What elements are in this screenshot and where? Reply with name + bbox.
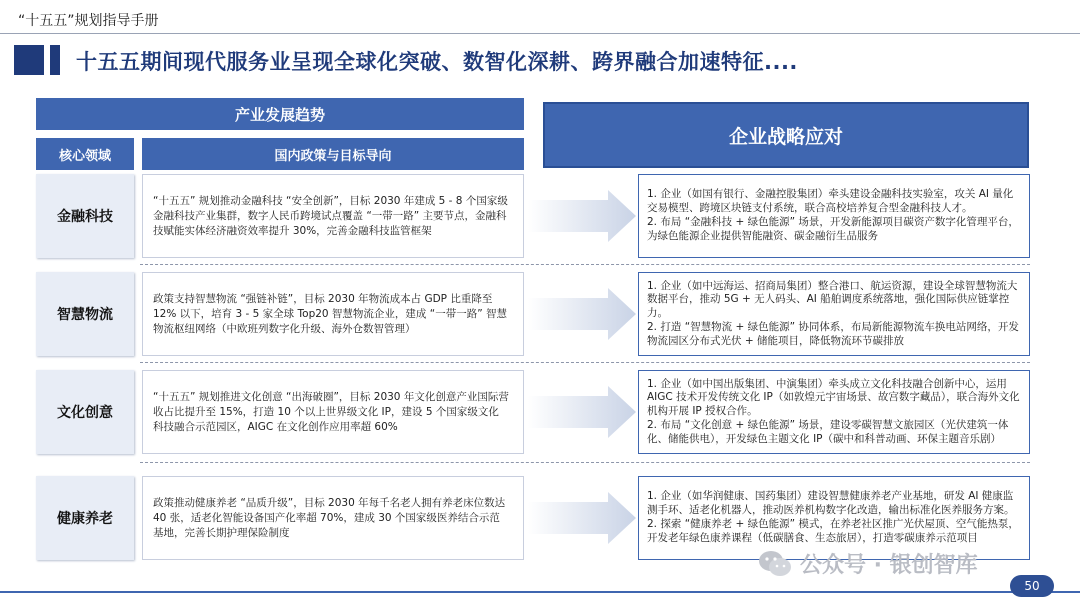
arrow-icon: [528, 288, 636, 340]
watermark: [758, 548, 978, 579]
document-name: “十五五”规划指导手册: [18, 13, 159, 29]
policy-text: 政策支持智慧物流 “强链补链”，目标 2030 年物流成本占 GDP 比重降至 12% 以下，培育 3 - 5 家全球 Top20 智慧物流企业，建成 “一带一路” 智慧物流枢纽网络（中欧班列数字化升级、海外仓数智管理）: [142, 272, 524, 356]
strategy-text: 1. 企业（如中远海运、招商局集团）整合港口、航运资源，建设全球智慧物流大数据平台，推动 5G + 无人码头、AI 船舶调度系统落地，强化国际供应链掌控力。 2. 打造 “智慧物流 + 绿色能源” 协同体系，布局新能源物流车换电站网络，开发物流园区分布式光伏 + 储能项目，降低物流环节碳排放: [638, 272, 1030, 356]
arrow-icon: [528, 190, 636, 242]
title-decoration-block: [14, 45, 44, 75]
strategy-text: 1. 企业（如华润健康、国药集团）建设智慧健康养老产业基地，研发 AI 健康监测手环、适老化机器人，推动医养机构数字化改造，输出标准化医养服务方案。 2. 探索 “健康养老 + 绿色能源” 模式，在养老社区推广光伏屋顶、空气能热泵，开发老年绿色康养课程（低碳膳食、生态旅居），打造零碳康养示范项目: [638, 476, 1030, 560]
core-field-header: 核心领域: [36, 138, 134, 170]
row-fintech: [36, 174, 1030, 258]
policy-text: “十五五” 规划推进文化创意 “出海破圈”，目标 2030 年文化创意产业国际营收占比提升至 15%，打造 10 个以上世界级文化 IP，建设 5 个国家级文化科技融合示范园区，AIGC 在文化创作应用率超 60%: [142, 370, 524, 454]
arrow-icon: [528, 386, 636, 438]
row-separator: [140, 264, 1030, 265]
category-label: 文化创意: [36, 370, 134, 454]
wechat-icon: [758, 550, 792, 578]
policy-text: “十五五” 规划推动金融科技 “安全创新”，目标 2030 年建成 5 - 8 个国家级金融科技产业集群，数字人民币跨境试点覆盖 “一带一路” 主要节点，金融科技赋能实体经济融资效率提升 30%，完善金融科技监管框架: [142, 174, 524, 258]
strategy-text: 1. 企业（如中国出版集团、中演集团）牵头成立文化科技融合创新中心，运用 AIGC 技术开发传统文化 IP（如敦煌元宇宙场景、故宫数字藏品），联合海外文化机构开展 IP 授权合作。 2. 布局 “文化创意 + 绿色能源” 场景，建设零碳智慧文旅园区（光伏建筑一体化、储能供电），开发绿色主题文化 IP（碳中和科普动画、环保主题音乐剧）: [638, 370, 1030, 454]
row-smart-logistics: [36, 272, 1030, 356]
title-decoration-bar: [50, 45, 60, 75]
category-label: 智慧物流: [36, 272, 134, 356]
page-title: 十五五期间现代服务业呈现全球化突破、数智化深耕、跨界融合加速特征....: [76, 50, 798, 74]
footer-divider: [0, 591, 1080, 593]
category-label: 金融科技: [36, 174, 134, 258]
trend-header: 产业发展趋势: [36, 98, 524, 130]
policy-text: 政策推动健康养老 “品质升级”，目标 2030 年每千名老人拥有养老床位数达 40 张，适老化智能设备国产化率超 70%，建成 30 个国家级医养结合示范基地，完善长期护理保险制度: [142, 476, 524, 560]
page-number: 50: [1010, 575, 1054, 597]
category-label: 健康养老: [36, 476, 134, 560]
strategy-text: 1. 企业（如国有银行、金融控股集团）牵头建设金融科技实验室，攻关 AI 量化交易模型、跨境区块链支付系统，联合高校培养复合型金融科技人才。 2. 布局 “金融科技 + 绿色能源” 场景，开发新能源项目碳资产数字化管理平台，为绿色能源企业提供智能融资、碳金融衍生品服务: [638, 174, 1030, 258]
arrow-icon: [528, 492, 636, 544]
row-cultural-creative: [36, 370, 1030, 454]
strategy-header: 企业战略应对: [543, 102, 1029, 168]
row-separator: [140, 462, 1030, 463]
policy-header: 国内政策与目标导向: [142, 138, 524, 170]
watermark-text: 公众号 · 银创智库: [800, 553, 978, 578]
header-divider: [0, 33, 1080, 34]
row-separator: [140, 362, 1030, 363]
